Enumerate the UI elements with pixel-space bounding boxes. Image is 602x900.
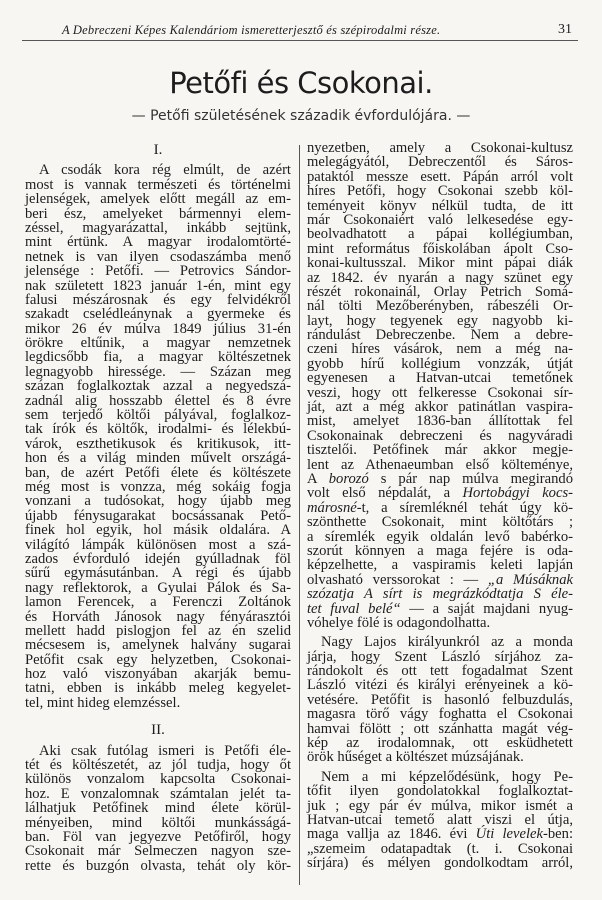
section-heading: I.	[153, 142, 163, 158]
text-line: tatni, ebben is inkább meleg kegyelet-	[25, 680, 291, 697]
text-line: vóhelye fölé is odagondolhatta.	[307, 614, 491, 631]
text-line: lent az Athenaeumban első költeménye,	[307, 456, 573, 473]
text-segment: -t, a síremléknél tehát úgy kö-	[356, 499, 573, 516]
text-line: jelensége : Petőfi. — Petrovics Sándor-	[25, 263, 291, 280]
text-line: lamon Ferencek, a Ferenczi Zoltánok	[25, 594, 291, 611]
text-line: rette és buzgón olvasta, tehát oly kör-	[25, 857, 291, 874]
text-line: vetésére. Petőfit is hasonló felbuzdulás,	[307, 691, 573, 708]
text-line: czeni híres vásárok, nem a még na-	[307, 341, 573, 358]
text-line: mikor 26 év múlva 1849 július 31-én	[25, 320, 291, 337]
text-line: százan foglalkoztak azzal a negyedszá-	[25, 378, 291, 395]
text-line: nagy reflektorok, a Gyulai Pálok és Sa-	[25, 579, 291, 596]
text-line: mint értünk. A magyar irodalomtörté-	[25, 234, 291, 251]
text-segment: volt első népdalát, a	[307, 485, 463, 502]
text-line: tel, mint hideg elemzéssel.	[25, 694, 181, 711]
text-line: juk ; egy pár év múlva, mikor ismét a	[307, 797, 573, 814]
text-line: jelenségek, amelyek előtt megáll az em-	[25, 191, 291, 208]
text-line: ban. Föl van jegyezve Petőfiről, hogy	[25, 828, 291, 845]
text-line: tőfit ilyen gondolatokkal foglalkoztat-	[307, 783, 573, 800]
text-line: és Horváth Jánosok nagy fényárasztói	[25, 608, 291, 625]
text-line: képzelhette, a vaspiramis keleti lapján	[307, 557, 573, 574]
text-line: veszi, hogy ott felkeresse Csokonai sír-	[307, 384, 573, 401]
italic-text: Hortobágyi kocs-	[462, 485, 573, 502]
text-line: szakadt cselédleánynak a gyermeke és	[25, 306, 291, 323]
italic-text: „a Músáknak	[487, 571, 573, 588]
text-line: részét rokonainál, Orlay Petrich Somá-	[307, 283, 573, 300]
text-line: teményeit könyv nélkül tudta, de itt	[307, 197, 573, 214]
text-line: szorút könnyen a maga fejére is oda-	[307, 542, 573, 559]
text-line: hon és a világ minden művelt országá-	[25, 450, 291, 467]
text-line: Csokonait már Selmeczen nagyon sze-	[25, 843, 291, 860]
paragraph	[307, 770, 573, 871]
text-line: mellett hadd pislogjon fel az én szelid	[25, 622, 291, 639]
text-line: beolvadhatott a pápai kollégiumban,	[307, 226, 573, 243]
text-line: tisztelői. Petőfinek már akkor megje-	[307, 442, 573, 459]
text-line	[307, 486, 573, 500]
text-line: mécsesem is, amelynek halvány sugarai	[25, 637, 291, 654]
text-line: layt, hogy tegyenek egy nagyobb ki-	[307, 312, 573, 329]
text-line: újabb fénysugarakat bocsássanak Pető-	[25, 507, 291, 524]
text-line: hamvai fölött ; ott szánhatta magát vég-	[307, 720, 573, 737]
text-line: mint református főiskolában ápolt Cso-	[307, 240, 573, 257]
text-line	[307, 573, 573, 587]
text-line: ban, de azért Petőfi élete és költészete	[25, 464, 291, 481]
left-column	[25, 143, 291, 878]
text-line: A csodák kora rég elmúlt, de azért	[39, 162, 291, 179]
text-line: nál tölti Mezőberényben, rábeszéli Or-	[307, 298, 573, 315]
column-divider	[299, 145, 300, 885]
text-line: világító lámpák különösen most a szá-	[25, 536, 291, 553]
italic-text: márosné	[307, 499, 357, 516]
text-line: konai-kultusszal. Mikor mint pápai diák	[307, 255, 573, 272]
text-line: Aki csak futólag ismeri is Petőfi éle-	[39, 742, 291, 759]
text-segment: — a saját majdani nyug-	[400, 600, 573, 617]
text-line: most is vannak természeti és történelmi	[25, 176, 291, 193]
text-line: legdicsőbb fia, a magyar költészetnek	[25, 349, 291, 366]
text-line: Petőfit csak egy helyzetben, Csokonai-	[25, 651, 291, 668]
text-line: Csokonainak debreczeni és nagyváradi	[307, 427, 573, 444]
text-line: híres Petőfi, hogy Csokonai szebb köl-	[307, 183, 573, 200]
running-header	[22, 20, 578, 41]
text-line: „szemeim odatapadtak (t. i. Csokonai	[307, 840, 573, 857]
text-line: ményeiben, mind költői munkásságá-	[25, 814, 291, 831]
text-line: netnek is van ilyen csodaszámba menő	[25, 248, 291, 265]
text-line: tét és költészetét, az jól tudja, hogy őt	[25, 757, 291, 774]
text-line: zadnál alig hosszabb élettel és 8 évre	[25, 392, 291, 409]
paragraph	[25, 163, 291, 710]
text-line: örök hűséget a költészet múzsájának.	[307, 749, 524, 766]
text-line: még most is vonzza, még sokáig fogja	[25, 478, 291, 495]
text-line: beri ész, amelyeket bármennyi elem-	[25, 205, 291, 222]
text-line: legnagyobb hiressége. — Százan meg	[25, 363, 291, 380]
text-line: a síremlék egyik oldalán levő babérko-	[307, 528, 573, 545]
text-line: gyobb hírű kollégium vonzzák, útját	[307, 355, 573, 372]
text-line: várok, eszthetikusok és kritikusok, itt-	[25, 435, 291, 452]
right-column	[307, 141, 573, 876]
text-line	[307, 587, 573, 601]
text-line: falusi mészárosnak és egy felvidékről	[25, 291, 291, 308]
article-subtitle: — Petőfi születésének századik évfordulójára. —	[131, 108, 471, 124]
text-line: hoz való viszonyában akarják bemu-	[25, 666, 291, 683]
text-line: Nem a mi képzelődésünk, hogy Pe-	[321, 768, 573, 785]
text-segment: olvasható verssorokat : —	[307, 571, 488, 588]
page-number: 31	[558, 22, 572, 37]
text-line: melegágyától, Debreczentől és Sáros-	[307, 154, 573, 171]
text-line: vonzani a tudósokat, hogy újabb meg	[25, 493, 291, 510]
text-line: különös vonzalom kapcsolta Csokonai-	[25, 771, 291, 788]
text-line: sűrű egymásutánban. A régi és újabb	[25, 565, 291, 582]
text-line: sírjára) és mélyen gondolkodtam arról,	[307, 855, 573, 872]
text-line: pataktól messze esett. Pápán arról volt	[307, 168, 573, 185]
text-line	[307, 602, 573, 616]
text-line: magasra törő vágy foghatta el Csokonai	[307, 706, 573, 723]
running-title: A Debreczeni Képes Kalendáriom ismeretterjesztő és szépirodalmi része.	[62, 23, 441, 37]
paragraph	[307, 141, 573, 630]
text-line: már Csokonaiért való lelkesedése egy-	[307, 211, 573, 228]
text-line: finek hol egyik, hol másik oldalára. A	[25, 522, 291, 539]
text-line: járja, hogy Szent László sírjához za-	[307, 648, 573, 665]
text-line: tak írók és költők, irodalmi- és lélekbú-	[25, 421, 291, 438]
text-line: sem terjedő költői pályával, foglalkoz-	[25, 407, 291, 424]
italic-text: Úti levelek	[475, 826, 544, 843]
text-line: ját, azt a még akkor patinátlan vaspira-	[307, 399, 573, 416]
text-line: kép az irodalomnak, ott esküdhetett	[307, 735, 573, 752]
text-line: nyezetben, amely a Csokonai-kultusz	[307, 140, 573, 156]
text-line: az 1842. év nyarán a nagy szünet egy	[307, 269, 573, 286]
text-line	[307, 827, 573, 841]
paragraph	[25, 744, 291, 874]
text-line: Nagy Lajos királyunkról az a monda	[321, 634, 573, 651]
text-line: zéssel, magyarázattal, inkább sejtünk,	[25, 219, 291, 236]
text-line: nak született 1823 január 1-én, mint egy	[25, 277, 291, 294]
text-line: örökre eltűnik, a magyar nemzetnek	[25, 335, 291, 352]
text-line: rándokolt és ott tett fogadalmat Szent	[307, 663, 573, 680]
text-line: lálhatjuk Petőfinek mind élete körül-	[25, 800, 291, 817]
text-line: szönthette Csokonait, mint költőtárs ;	[307, 514, 573, 531]
text-line: mist, amelyet 1836-ban állítottak fel	[307, 413, 573, 430]
text-line: rándulást Debreczenbe. Nem a debre-	[307, 327, 573, 344]
text-line: hoz. E vonzalomnak számtalan jelét ta-	[25, 785, 291, 802]
text-line: László vitézi és királyi erényeinek a kö-	[307, 677, 573, 694]
text-line	[307, 472, 573, 486]
text-line: zados évforduló idején gyúlladnak föl	[25, 550, 291, 567]
text-segment: s pár nap múlva megirandó	[368, 470, 573, 487]
section-heading: II.	[151, 722, 165, 739]
text-line: Hatvan-utcai temető alatt viszi el útja,	[307, 811, 573, 828]
text-segment: maga vallja az 1846. évi	[307, 826, 476, 843]
italic-text: borozó	[328, 470, 369, 487]
text-line: egyenesen a Hatvan-utcai temetőnek	[307, 370, 573, 387]
italic-text: tet fuval belé“	[307, 600, 401, 617]
paragraph	[307, 635, 573, 765]
italic-text: szózatja A sírt is megrázkódtatja S éle-	[307, 586, 573, 603]
text-line	[307, 501, 573, 515]
article-title: Petőfi és Csokonai.	[169, 66, 433, 100]
text-segment: -ben:	[543, 826, 574, 843]
text-segment: A	[307, 470, 329, 487]
